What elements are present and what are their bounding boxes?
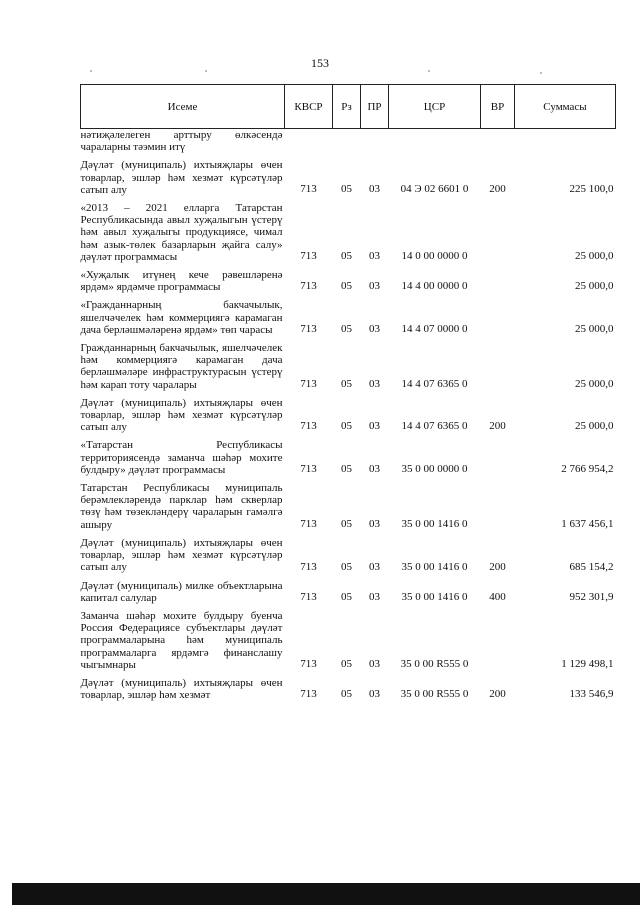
row-vr xyxy=(481,435,515,478)
row-rz: 05 xyxy=(341,420,352,433)
table-row xyxy=(81,129,616,156)
row-kvsr: 713 xyxy=(300,183,317,196)
table-row xyxy=(81,673,616,703)
row-rz: 05 xyxy=(341,377,352,390)
table-row xyxy=(81,478,616,533)
row-rz: 05 xyxy=(341,463,352,476)
row-pr: 03 xyxy=(369,590,380,603)
row-sum: 685 154,2 xyxy=(569,560,614,573)
scan-speck xyxy=(428,70,430,72)
row-pr: 03 xyxy=(369,377,380,390)
row-name: Дәүләт (муниципаль) ихтыяҗлары өчен товарлар, эшләр һәм хезмәт xyxy=(80,676,283,702)
row-csr: 14 4 00 0000 0 xyxy=(401,280,468,293)
row-pr: 03 xyxy=(369,323,380,336)
row-csr: 35 0 00 1416 0 xyxy=(401,560,468,573)
row-pr: 03 xyxy=(369,280,380,293)
row-name: Дәүләт (муниципаль) ихтыяҗлары өчен товарлар, эшләр һәм хезмәт күрсәтүләр сатып алу xyxy=(80,159,283,196)
row-rz: 05 xyxy=(341,323,352,336)
row-kvsr: 713 xyxy=(300,463,317,476)
row-sum: 2 766 954,2 xyxy=(561,463,614,476)
row-rz: 05 xyxy=(341,280,352,293)
row-csr: 35 0 00 0000 0 xyxy=(401,463,468,476)
row-csr: 04 Э 02 6601 0 xyxy=(400,183,469,196)
row-sum: 225 100,0 xyxy=(569,183,614,196)
row-rz: 05 xyxy=(341,183,352,196)
row-vr xyxy=(481,295,515,338)
row-kvsr: 713 xyxy=(300,657,317,670)
row-rz: 05 xyxy=(341,657,352,670)
table-row xyxy=(81,606,616,673)
table-row xyxy=(81,533,616,576)
row-sum: 133 546,9 xyxy=(569,688,614,701)
row-vr: 400 xyxy=(489,590,506,603)
row-pr: 03 xyxy=(369,250,380,263)
row-kvsr: 713 xyxy=(300,377,317,390)
row-kvsr: 713 xyxy=(300,420,317,433)
row-csr: 35 0 00 1416 0 xyxy=(401,590,468,603)
header-kvsr: КВСР xyxy=(285,85,333,129)
row-sum: 25 000,0 xyxy=(575,420,614,433)
row-sum: 952 301,9 xyxy=(569,590,614,603)
table-row xyxy=(81,265,616,295)
header-name: Исеме xyxy=(81,85,285,129)
row-kvsr: 713 xyxy=(300,323,317,336)
table-row xyxy=(81,435,616,478)
row-sum: 25 000,0 xyxy=(575,323,614,336)
row-sum: 25 000,0 xyxy=(575,250,614,263)
row-name: «2013 – 2021 елларга Татарстан Республикасында авыл хуҗалыгын үстерү һәм авыл хуҗалыгы продукциясе, чимал һәм азык-төлек базарларын җайга салу» дәүләт программасы xyxy=(80,202,283,263)
row-kvsr: 713 xyxy=(300,250,317,263)
row-name: «Хуҗалык итүнең кече рәвешләренә ярдәм» ярдәмче программасы xyxy=(80,269,283,294)
scan-speck xyxy=(540,72,542,74)
row-name: Гражданнарның бакчачылык, яшелчәчелек һәм коммерциягә карамаган дача берләшмәләре инфраструктурасын үстерү һәм карап тоту чаралары xyxy=(80,342,283,391)
header-csr: ЦСР xyxy=(389,85,481,129)
page-number: 153 xyxy=(311,56,329,70)
row-name: Заманча шәһәр мохите булдыру буенча Россия Федерациясе субъектлары дәүләт программаларына һәм муниципаль программаларга ярдәмгә финанслашу чыгымнары xyxy=(80,609,283,671)
row-vr: 200 xyxy=(489,560,506,573)
row-kvsr: 713 xyxy=(300,280,317,293)
header-pr: ПР xyxy=(361,85,389,129)
table-row xyxy=(81,295,616,338)
row-csr: 14 4 07 6365 0 xyxy=(401,420,468,433)
header-rz: Рз xyxy=(333,85,361,129)
row-name: «Татарстан Республикасы территориясендә заманча шәһәр мохите булдыру» дәүләт программасы xyxy=(80,439,283,476)
row-name: Дәүләт (муниципаль) ихтыяҗлары өчен товарлар, эшләр һәм хезмәт күрсәтүләр сатып алу xyxy=(80,536,283,574)
row-csr: 14 4 07 6365 0 xyxy=(401,377,468,390)
row-sum: 1 129 498,1 xyxy=(561,657,614,670)
budget-table xyxy=(80,84,616,703)
row-vr xyxy=(481,338,515,393)
row-vr xyxy=(481,198,515,265)
row-vr xyxy=(481,478,515,533)
row-pr: 03 xyxy=(369,517,380,530)
table-header xyxy=(81,85,616,129)
row-rz: 05 xyxy=(341,688,352,701)
row-csr: 14 4 07 0000 0 xyxy=(401,323,468,336)
row-pr: 03 xyxy=(369,463,380,476)
table-row xyxy=(81,576,616,606)
row-vr: 200 xyxy=(489,420,506,433)
row-vr xyxy=(481,129,515,156)
row-rz: 05 xyxy=(341,517,352,530)
row-pr xyxy=(361,129,389,156)
row-name: нәтиҗәлелеген арттыру өлкәсендә чараларны тәэмин итү xyxy=(80,129,283,154)
row-vr: 200 xyxy=(489,688,506,701)
row-name: Дәүләт (муниципаль) ихтыяҗлары өчен товарлар, эшләр һәм хезмәт күрсәтүләр сатып алу xyxy=(80,396,283,434)
row-kvsr: 713 xyxy=(300,517,317,530)
row-name: «Гражданнарның бакчачылык, яшелчәчелек һәм коммерциягә карамаган дача берләшмәләренә ярдәм» төп чарасы xyxy=(80,299,283,336)
row-pr: 03 xyxy=(369,657,380,670)
row-csr xyxy=(389,129,481,156)
table-row xyxy=(81,198,616,265)
row-rz: 05 xyxy=(341,250,352,263)
row-kvsr: 713 xyxy=(300,560,317,573)
row-rz: 05 xyxy=(341,590,352,603)
row-csr: 35 0 00 R555 0 xyxy=(400,688,469,701)
scan-edge-bar xyxy=(12,883,640,905)
row-sum: 25 000,0 xyxy=(575,377,614,390)
table-row xyxy=(81,338,616,393)
row-pr: 03 xyxy=(369,183,380,196)
row-rz xyxy=(333,129,361,156)
row-pr: 03 xyxy=(369,688,380,701)
header-vr: ВР xyxy=(481,85,515,129)
header-sum: Суммасы xyxy=(515,85,616,129)
row-vr: 200 xyxy=(489,183,506,196)
row-vr xyxy=(481,265,515,295)
row-kvsr: 713 xyxy=(300,590,317,603)
row-name: Татарстан Республикасы муниципаль берәмлекләрендә парклар һәм скверлар төзү һәм төзекләндерү чараларын гамәлгә ашыру xyxy=(80,482,283,531)
row-kvsr: 713 xyxy=(300,688,317,701)
row-sum: 1 637 456,1 xyxy=(561,517,614,530)
row-pr: 03 xyxy=(369,420,380,433)
row-pr: 03 xyxy=(369,560,380,573)
row-rz: 05 xyxy=(341,560,352,573)
row-csr: 14 0 00 0000 0 xyxy=(401,250,468,263)
row-sum: 25 000,0 xyxy=(575,280,614,293)
scan-speck xyxy=(90,70,92,72)
row-name: Дәүләт (муниципаль) милке объектларына капитал салулар xyxy=(80,579,283,604)
row-csr: 35 0 00 1416 0 xyxy=(401,517,468,530)
row-csr: 35 0 00 R555 0 xyxy=(400,657,469,670)
row-sum xyxy=(515,129,616,156)
scan-speck xyxy=(205,70,207,72)
row-vr xyxy=(481,606,515,673)
table-row xyxy=(81,155,616,198)
row-kvsr xyxy=(285,129,333,156)
table-row xyxy=(81,393,616,436)
